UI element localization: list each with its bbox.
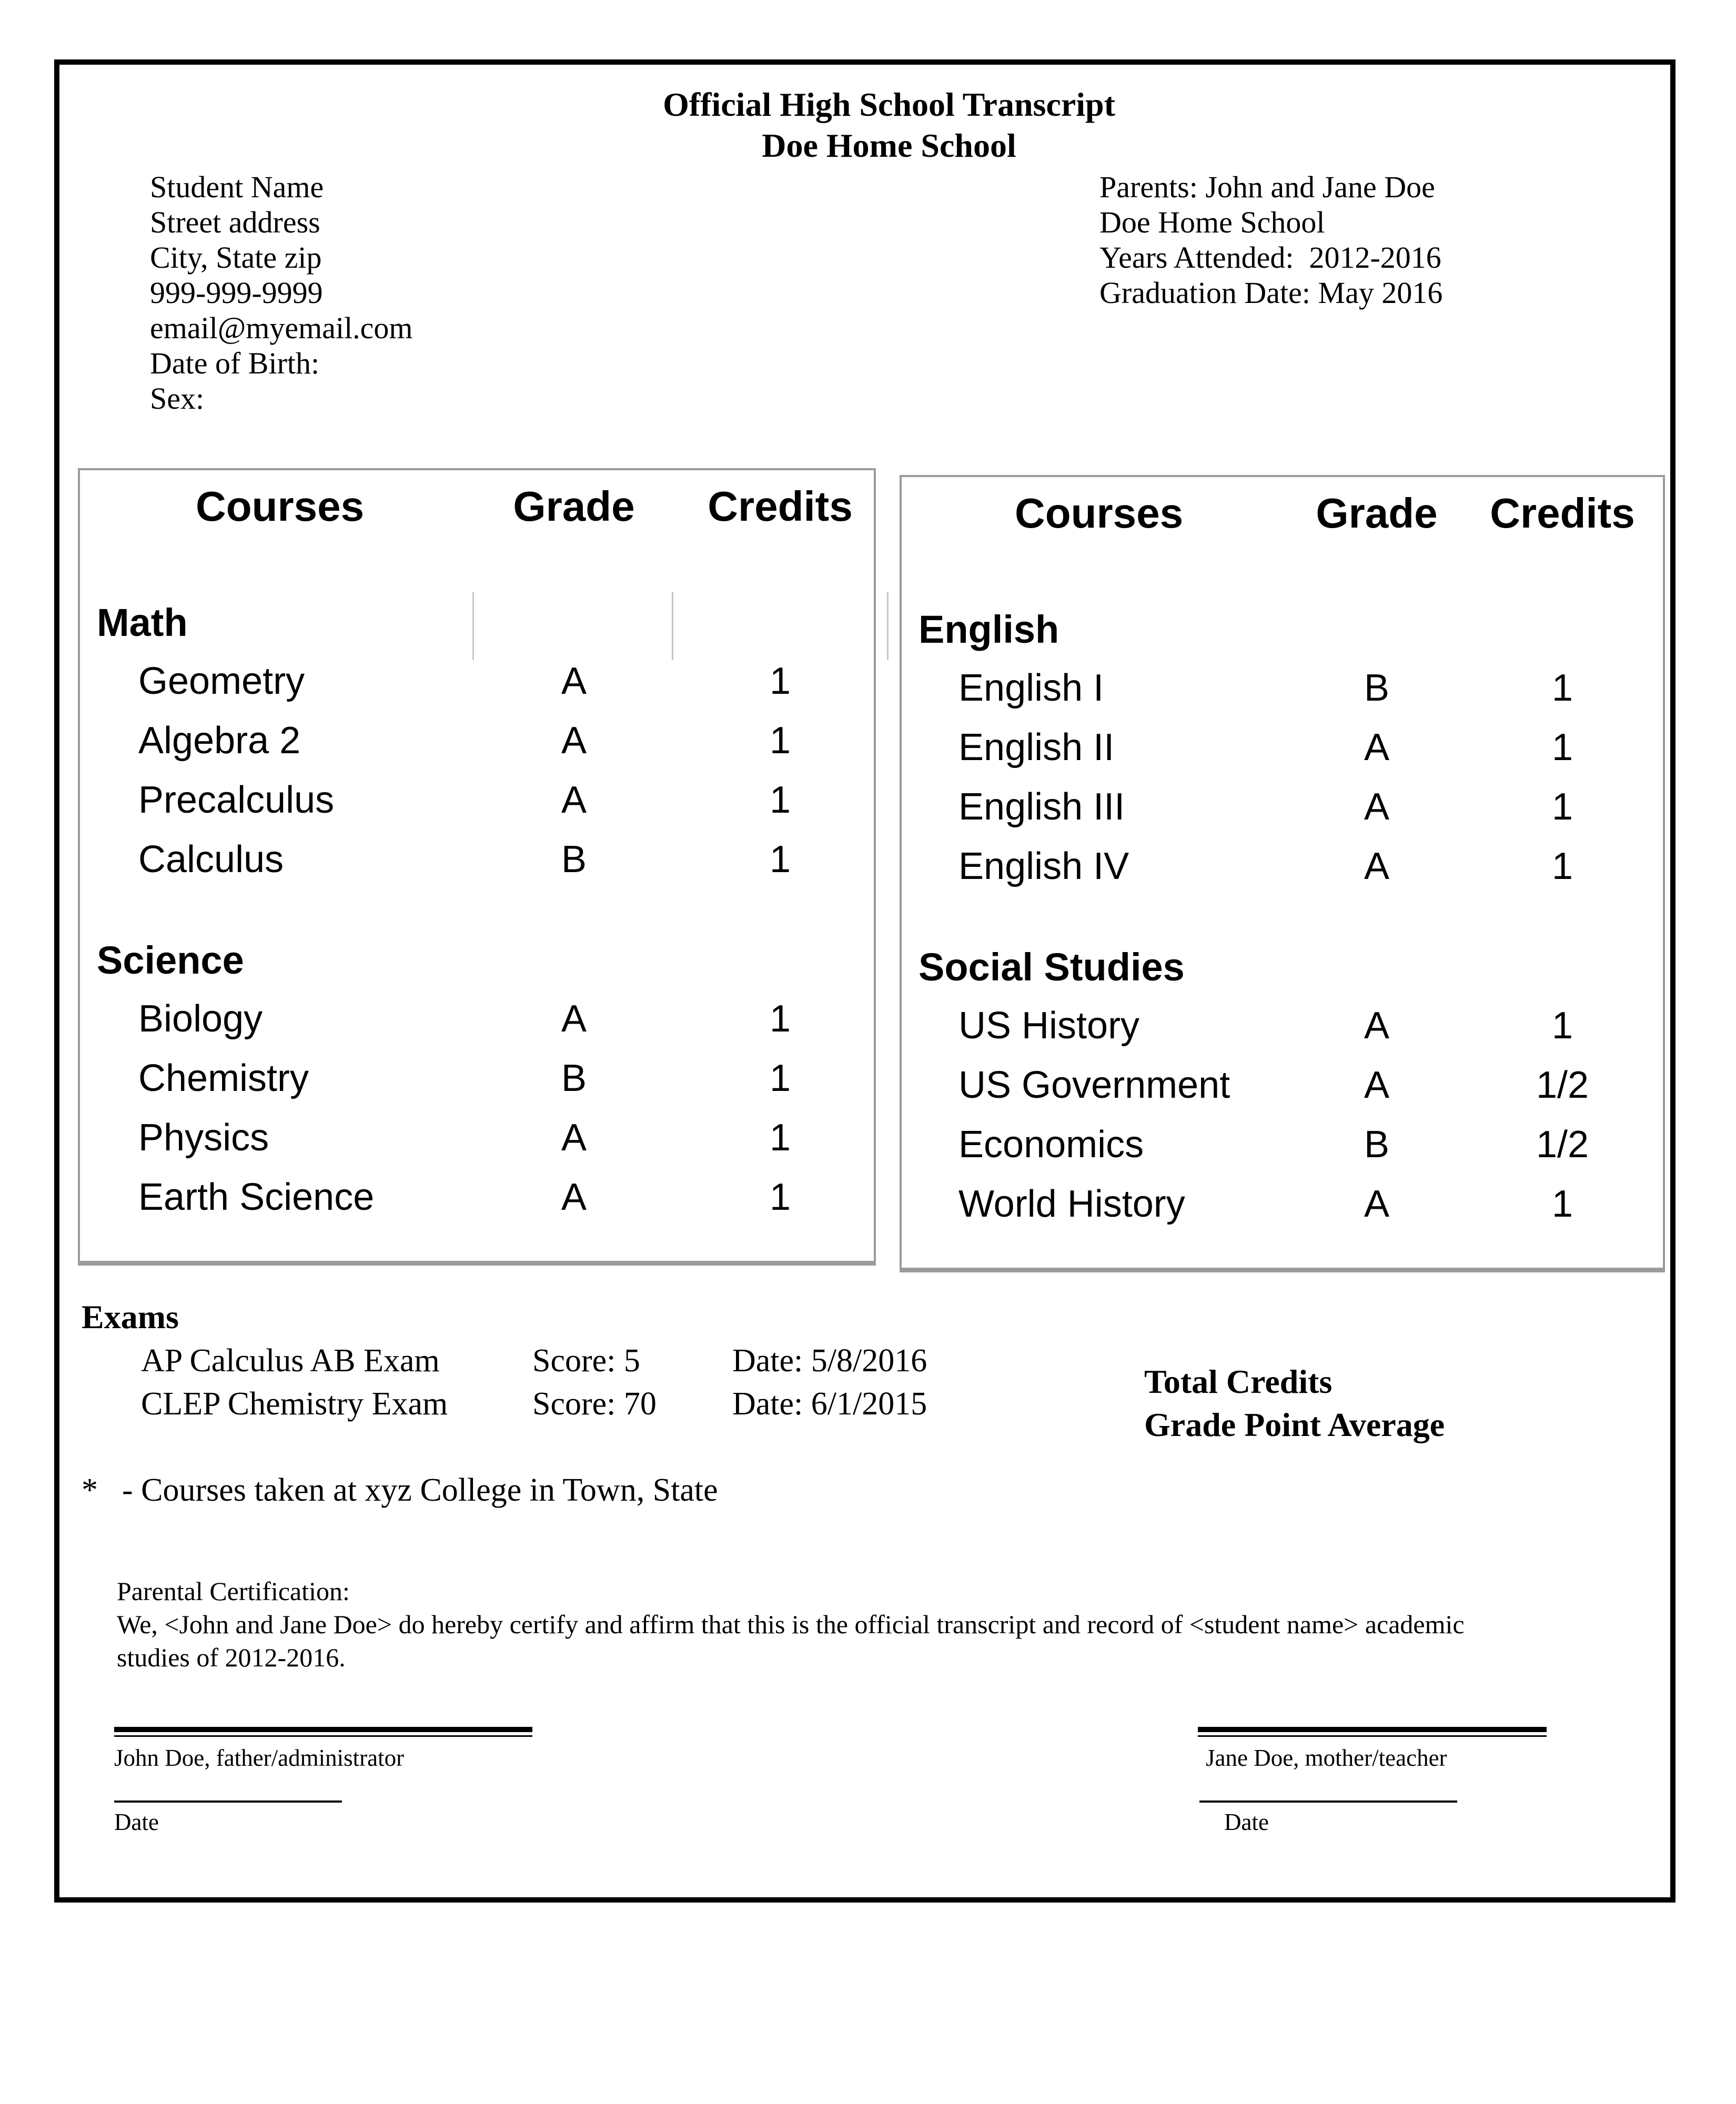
course-name: US History xyxy=(958,1005,1140,1047)
course-credits: 1 xyxy=(1551,786,1573,828)
student-name-line: Student Name xyxy=(150,170,324,204)
parents-line: Parents: John and Jane Doe xyxy=(1099,170,1435,204)
date-label-father: Date xyxy=(114,1809,159,1835)
exam-score: Score: 70 xyxy=(532,1386,657,1422)
course-grade: A xyxy=(561,1117,587,1159)
footnote-text: - Courses taken at xyz College in Town, State xyxy=(122,1472,718,1508)
table-row xyxy=(902,1064,1663,1111)
phone-line: 999-999-9999 xyxy=(150,276,323,310)
course-credits: 1 xyxy=(769,720,791,762)
column-header-grade: Grade xyxy=(1316,490,1438,537)
course-name: English II xyxy=(958,726,1115,768)
courses-table-right xyxy=(900,475,1665,1272)
course-name: English IV xyxy=(958,845,1129,887)
section-title-math: Math xyxy=(97,601,188,644)
course-credits: 1/2 xyxy=(1536,1064,1589,1106)
course-name: Algebra 2 xyxy=(138,720,301,762)
course-credits: 1 xyxy=(1551,667,1573,709)
course-grade: B xyxy=(1364,1124,1390,1166)
table-row xyxy=(902,785,1663,833)
certification-line-2: studies of 2012-2016. xyxy=(117,1643,346,1672)
course-name: English I xyxy=(958,667,1104,709)
course-credits: 1 xyxy=(769,1057,791,1099)
course-name: Earth Science xyxy=(138,1176,375,1218)
column-header-grade: Grade xyxy=(513,483,635,530)
table-row xyxy=(902,666,1663,714)
page-title xyxy=(363,84,1415,166)
course-grade: A xyxy=(1364,1064,1390,1106)
title-line-1: Official High School Transcript xyxy=(663,86,1115,123)
table-row xyxy=(902,1004,1663,1051)
date-of-birth-line: Date of Birth: xyxy=(150,346,320,380)
footnote-asterisk: * xyxy=(82,1472,98,1508)
course-credits: 1 xyxy=(1551,726,1573,768)
date-label-mother: Date xyxy=(1224,1809,1269,1835)
years-attended-line: Years Attended: 2012-2016 xyxy=(1099,240,1441,275)
course-grade: A xyxy=(1364,786,1390,828)
table-row xyxy=(902,845,1663,892)
course-grade: A xyxy=(1364,1005,1390,1047)
section-title-social-studies: Social Studies xyxy=(919,945,1185,989)
course-grade: B xyxy=(561,1057,587,1099)
course-name: Calculus xyxy=(138,838,284,881)
column-separator xyxy=(672,592,673,660)
column-header-courses: Courses xyxy=(195,483,365,530)
parental-certification xyxy=(117,1575,1537,1674)
table-row xyxy=(902,726,1663,773)
exam-date: Date: 5/8/2016 xyxy=(732,1343,927,1379)
signature-line-father xyxy=(114,1727,532,1732)
date-line-mother xyxy=(1199,1800,1457,1803)
table-row xyxy=(80,1116,874,1164)
total-credits-label: Total Credits xyxy=(1144,1363,1333,1400)
course-credits: 1 xyxy=(769,1176,791,1218)
certification-heading: Parental Certification: xyxy=(117,1576,350,1606)
exams-heading: Exams xyxy=(82,1298,179,1336)
signature-line-mother xyxy=(1198,1727,1547,1732)
column-header-credits: Credits xyxy=(708,483,853,530)
column-header-credits: Credits xyxy=(1490,490,1635,537)
exam-name: CLEP Chemistry Exam xyxy=(141,1386,448,1422)
signature-line-mother-underline xyxy=(1198,1735,1547,1737)
course-credits: 1 xyxy=(1551,1183,1573,1225)
course-credits: 1 xyxy=(1551,845,1573,887)
course-name: Chemistry xyxy=(138,1057,309,1099)
street-address-line: Street address xyxy=(150,205,320,239)
course-grade: B xyxy=(1364,667,1390,709)
course-name: Precalculus xyxy=(138,779,335,821)
table-row xyxy=(80,997,874,1045)
graduation-date-line: Graduation Date: May 2016 xyxy=(1099,276,1443,310)
table-row xyxy=(902,1182,1663,1230)
course-name: Biology xyxy=(138,998,263,1040)
column-separator xyxy=(887,592,889,660)
table-row xyxy=(80,660,874,707)
course-name: English III xyxy=(958,786,1125,828)
table-row xyxy=(80,719,874,766)
courses-table-left xyxy=(78,468,876,1266)
course-grade: A xyxy=(561,660,587,702)
course-credits: 1 xyxy=(769,779,791,821)
table-row xyxy=(80,1176,874,1223)
course-credits: 1 xyxy=(769,1117,791,1159)
mother-signature-caption: Jane Doe, mother/teacher xyxy=(1206,1745,1447,1771)
course-credits: 1/2 xyxy=(1536,1124,1589,1166)
course-credits: 1 xyxy=(769,998,791,1040)
sex-line: Sex: xyxy=(150,381,205,416)
course-credits: 1 xyxy=(769,660,791,702)
signature-line-father-underline xyxy=(114,1735,532,1737)
course-credits: 1 xyxy=(1551,1005,1573,1047)
course-grade: A xyxy=(1364,1183,1390,1225)
course-name: Physics xyxy=(138,1117,269,1159)
gpa-label: Grade Point Average xyxy=(1144,1406,1445,1443)
exam-name: AP Calculus AB Exam xyxy=(141,1343,440,1379)
course-name: US Government xyxy=(958,1064,1230,1106)
summary-block xyxy=(1144,1360,1445,1446)
course-credits: 1 xyxy=(769,838,791,881)
course-grade: B xyxy=(561,838,587,881)
table-row xyxy=(80,838,874,885)
exam-score: Score: 5 xyxy=(532,1343,640,1379)
section-title-science: Science xyxy=(97,938,244,982)
course-grade: A xyxy=(561,779,587,821)
date-line-father xyxy=(114,1800,342,1803)
father-signature-caption: John Doe, father/administrator xyxy=(114,1745,405,1771)
course-grade: A xyxy=(1364,726,1390,768)
column-header-courses: Courses xyxy=(1014,490,1184,537)
exam-date: Date: 6/1/2015 xyxy=(732,1386,927,1422)
course-grade: A xyxy=(1364,845,1390,887)
course-grade: A xyxy=(561,1176,587,1218)
course-name: Geometry xyxy=(138,660,305,702)
section-title-english: English xyxy=(919,608,1059,651)
school-info-block xyxy=(1099,169,1442,310)
email-line: email@myemail.com xyxy=(150,311,413,345)
title-line-2: Doe Home School xyxy=(762,127,1016,164)
course-grade: A xyxy=(561,998,587,1040)
column-separator xyxy=(472,592,474,660)
student-info-block xyxy=(150,169,413,416)
table-row xyxy=(80,778,874,826)
course-name: World History xyxy=(958,1183,1185,1225)
course-grade: A xyxy=(561,720,587,762)
city-state-zip-line: City, State zip xyxy=(150,240,322,275)
school-name-line: Doe Home School xyxy=(1099,205,1325,239)
table-row xyxy=(80,1057,874,1104)
course-name: Economics xyxy=(958,1124,1144,1166)
table-row xyxy=(902,1123,1663,1170)
certification-line-1: We, <John and Jane Doe> do hereby certify and affirm that this is the official transcript and record of <student name> academic xyxy=(117,1610,1465,1639)
